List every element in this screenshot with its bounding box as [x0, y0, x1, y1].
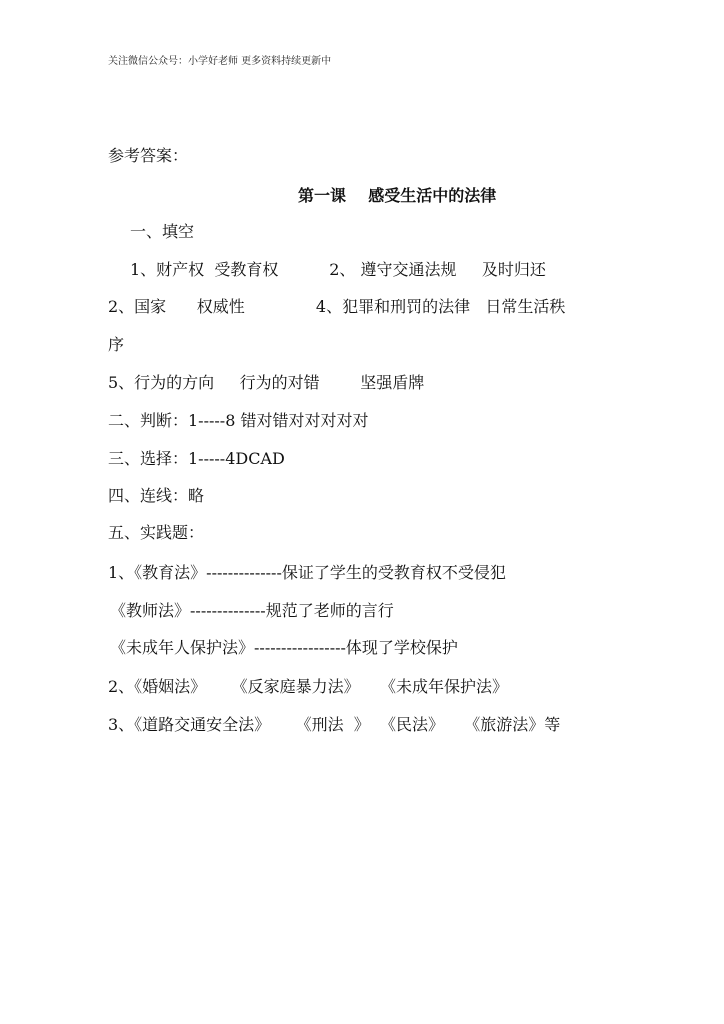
- practice-line-1: 1、《教育法》--------------保证了学生的受教育权不受侵犯: [108, 563, 506, 582]
- section-judge: 二、判断：1-----8 错对错对对对对对: [108, 411, 369, 430]
- section-choice: 三、选择：1-----4DCAD: [108, 449, 285, 468]
- practice-line-3: 《未成年人保护法》-----------------体现了学校保护: [110, 638, 458, 657]
- lesson-title: 第一课 感受生活中的法律: [298, 186, 497, 205]
- fill-line-4: 5、行为的方向 行为的对错 坚强盾牌: [108, 373, 425, 392]
- practice-line-4: 2、《婚姻法》 《反家庭暴力法》 《未成年保护法》: [108, 677, 508, 696]
- practice-line-2: 《教师法》--------------规范了老师的言行: [110, 601, 394, 620]
- practice-line-5: 3、《道路交通安全法》 《刑法 》 《民法》 《旅游法》等: [108, 715, 561, 734]
- answers-label: 参考答案：: [108, 146, 189, 165]
- page-header-note: 关注微信公众号：小学好老师 更多资料持续更新中: [108, 56, 332, 67]
- fill-line-3: 序: [108, 335, 125, 354]
- section-connect: 四、连线：略: [108, 486, 205, 505]
- fill-line-1: 1、财产权 受教育权 2、 遵守交通法规 及时归还: [130, 260, 546, 279]
- section-fill-heading: 一、填空: [130, 222, 195, 241]
- section-practice-heading: 五、实践题：: [108, 523, 205, 542]
- fill-line-2: 2、国家 权威性 4、犯罪和刑罚的法律 日常生活秩: [108, 297, 566, 316]
